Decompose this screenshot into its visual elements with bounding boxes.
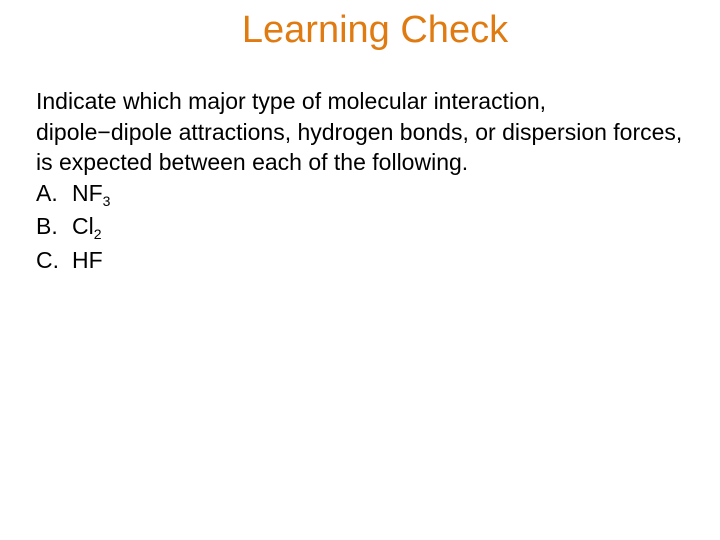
option-subscript: 2 — [93, 226, 102, 242]
option-subscript: 3 — [102, 192, 111, 209]
question-prompt: Indicate which major type of molecular interaction, dipole−dipole attractions, hydrogen bonds, or dispersion forces, is expected between each of the following. — [36, 88, 683, 175]
slide-title: Learning Check — [241, 9, 509, 51]
option-formula: HF — [72, 246, 103, 273]
option-letter: B. — [36, 213, 58, 239]
option-a — [36, 178, 686, 212]
option-c — [36, 245, 686, 279]
option-letter: C. — [36, 246, 59, 273]
option-formula: NF — [72, 179, 103, 206]
option-formula: Cl — [72, 213, 94, 239]
option-letter: A. — [36, 179, 58, 206]
slide-body — [36, 86, 686, 278]
option-b — [36, 211, 686, 245]
